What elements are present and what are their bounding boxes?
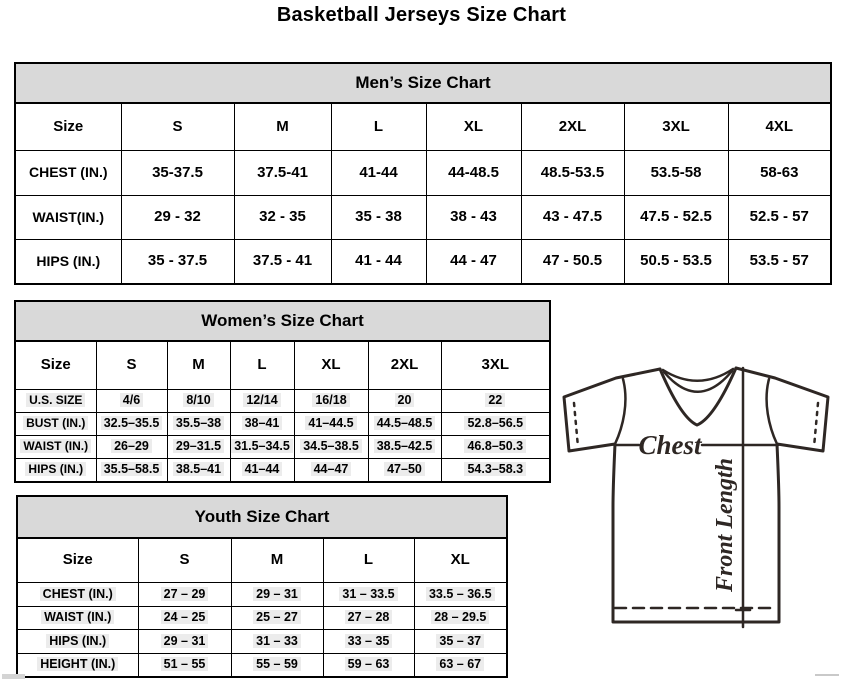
size-value-cell — [230, 390, 294, 413]
row-label — [15, 436, 96, 459]
cell-text: 51 – 55 — [161, 657, 209, 671]
size-value-cell — [231, 607, 323, 630]
size-value-cell — [368, 459, 441, 483]
size-value-cell: 43 - 47.5 — [521, 196, 624, 240]
right-armhole-seam — [767, 379, 777, 444]
cell-text: 54.3–58.3 — [464, 462, 526, 476]
row-label: HIPS (IN.) — [15, 240, 121, 285]
cell-text: 38–41 — [242, 416, 283, 430]
cell-text: 34.5–38.5 — [300, 439, 362, 453]
size-value-cell: 44-48.5 — [426, 151, 521, 196]
size-value-cell: 29 - 32 — [121, 196, 234, 240]
size-value-cell: 37.5 - 41 — [234, 240, 331, 285]
cell-text: 25 – 27 — [253, 610, 301, 624]
size-value-cell — [294, 390, 368, 413]
size-value-cell: 53.5 - 57 — [728, 240, 831, 285]
size-value-cell — [294, 459, 368, 483]
size-value-cell: 37.5-41 — [234, 151, 331, 196]
size-value-cell: 47 - 50.5 — [521, 240, 624, 285]
cell-text: 52.8–56.5 — [464, 416, 526, 430]
size-value-cell — [231, 630, 323, 654]
row-label — [15, 390, 96, 413]
column-header: S — [121, 103, 234, 151]
collar-back-arc — [663, 369, 733, 381]
cell-text: 38.5–42.5 — [374, 439, 436, 453]
size-value-cell — [323, 630, 414, 654]
size-value-cell — [167, 390, 230, 413]
column-header: Size — [15, 103, 121, 151]
collar-v-outline — [660, 368, 736, 425]
table-title: Women’s Size Chart — [15, 301, 550, 341]
column-header: M — [167, 341, 230, 390]
size-value-cell — [323, 607, 414, 630]
table-row — [15, 196, 831, 240]
size-value-cell: 50.5 - 53.5 — [624, 240, 728, 285]
size-value-cell — [294, 413, 368, 436]
column-header: L — [230, 341, 294, 390]
size-value-cell — [441, 459, 550, 483]
size-value-cell — [368, 436, 441, 459]
cutoff-fragment-right — [815, 674, 839, 676]
row-label: CHEST (IN.) — [15, 151, 121, 196]
chest-label: Chest — [638, 430, 702, 460]
cell-text: 27 – 28 — [345, 610, 393, 624]
column-header: L — [331, 103, 426, 151]
cell-text: 27 – 29 — [161, 587, 209, 601]
size-value-cell — [167, 413, 230, 436]
column-header: XL — [426, 103, 521, 151]
cell-text: BUST (IN.) — [23, 416, 88, 430]
table-row — [15, 240, 831, 285]
size-value-cell — [414, 583, 507, 607]
cutoff-fragment-left — [2, 674, 25, 679]
size-value-cell: 35 - 38 — [331, 196, 426, 240]
jersey-diagram-svg — [553, 352, 843, 648]
size-value-cell — [231, 583, 323, 607]
column-header: Size — [17, 538, 138, 583]
size-value-cell — [414, 630, 507, 654]
size-value-cell: 53.5-58 — [624, 151, 728, 196]
size-value-cell — [441, 413, 550, 436]
size-value-cell — [138, 583, 231, 607]
cell-text: HIPS (IN.) — [25, 462, 86, 476]
cell-text: WAIST (IN.) — [41, 610, 114, 624]
cell-text: 59 – 63 — [345, 657, 393, 671]
page-title: Basketball Jerseys Size Chart — [276, 4, 567, 26]
column-header: L — [323, 538, 414, 583]
size-value-cell — [138, 630, 231, 654]
table-title: Youth Size Chart — [17, 496, 507, 538]
table-row — [15, 413, 550, 436]
cell-text: 20 — [395, 393, 415, 407]
column-header: 2XL — [521, 103, 624, 151]
mens-size-table — [14, 62, 830, 285]
womens-size-table — [14, 300, 549, 483]
cell-text: 47–50 — [384, 462, 425, 476]
cell-text: 33.5 – 36.5 — [426, 587, 495, 601]
size-value-cell — [96, 390, 167, 413]
table-row — [15, 390, 550, 413]
cell-text: 44.5–48.5 — [374, 416, 436, 430]
size-value-cell: 41 - 44 — [331, 240, 426, 285]
cell-text: 31 – 33.5 — [339, 587, 397, 601]
cell-text: 28 – 29.5 — [431, 610, 489, 624]
row-label — [15, 413, 96, 436]
size-value-cell — [167, 459, 230, 483]
size-value-cell — [368, 413, 441, 436]
left-cuff-stitch — [574, 403, 578, 447]
front-length-label: Front Length — [712, 457, 738, 593]
jersey-outline-path — [564, 368, 828, 622]
row-label — [17, 654, 138, 678]
size-value-cell: 38 - 43 — [426, 196, 521, 240]
size-value-cell — [441, 390, 550, 413]
cell-text: 35 – 37 — [436, 634, 484, 648]
cell-text: 44–47 — [311, 462, 352, 476]
cell-text: 63 – 67 — [436, 657, 484, 671]
size-value-cell — [230, 459, 294, 483]
jersey-measurement-diagram — [553, 352, 843, 648]
size-value-cell — [323, 583, 414, 607]
size-value-cell: 48.5-53.5 — [521, 151, 624, 196]
cell-text: HIPS (IN.) — [46, 634, 109, 648]
row-label — [15, 459, 96, 483]
cell-text: 38.5–41 — [173, 462, 224, 476]
size-value-cell — [441, 436, 550, 459]
column-header: M — [234, 103, 331, 151]
cell-text: 12/14 — [243, 393, 280, 407]
cell-text: 8/10 — [183, 393, 213, 407]
size-value-cell — [230, 436, 294, 459]
column-header: 3XL — [441, 341, 550, 390]
cell-text: 35.5–38 — [173, 416, 224, 430]
table-row — [17, 630, 507, 654]
row-label: WAIST(IN.) — [15, 196, 121, 240]
row-label — [17, 583, 138, 607]
size-value-cell — [96, 436, 167, 459]
size-value-cell — [96, 459, 167, 483]
size-value-cell — [230, 413, 294, 436]
size-value-cell — [323, 654, 414, 678]
size-value-cell: 35 - 37.5 — [121, 240, 234, 285]
cell-text: 29 – 31 — [253, 587, 301, 601]
cell-text: 41–44.5 — [305, 416, 356, 430]
cell-text: 35.5–58.5 — [101, 462, 163, 476]
size-value-cell — [167, 436, 230, 459]
column-header: 2XL — [368, 341, 441, 390]
size-value-cell: 58-63 — [728, 151, 831, 196]
column-header: XL — [414, 538, 507, 583]
size-value-cell — [138, 654, 231, 678]
column-header: XL — [294, 341, 368, 390]
youth-size-table — [16, 495, 506, 678]
cell-text: CHEST (IN.) — [40, 587, 116, 601]
column-header: S — [96, 341, 167, 390]
size-value-cell — [138, 607, 231, 630]
left-armhole-seam — [615, 379, 625, 444]
cell-text: 22 — [485, 393, 505, 407]
table-row — [17, 583, 507, 607]
size-value-cell — [414, 654, 507, 678]
size-value-cell: 44 - 47 — [426, 240, 521, 285]
table-row — [15, 436, 550, 459]
cell-text: 31.5–34.5 — [231, 439, 293, 453]
row-label — [17, 630, 138, 654]
table-title: Men’s Size Chart — [15, 63, 831, 103]
column-header: Size — [15, 341, 96, 390]
table-row — [17, 607, 507, 630]
cell-text: HEIGHT (IN.) — [37, 657, 118, 671]
size-chart-table — [14, 62, 832, 285]
table-row — [15, 459, 550, 483]
table-row — [17, 654, 507, 678]
cell-text: 41–44 — [242, 462, 283, 476]
size-value-cell — [294, 436, 368, 459]
size-value-cell — [414, 607, 507, 630]
cell-text: 4/6 — [120, 393, 143, 407]
size-value-cell: 52.5 - 57 — [728, 196, 831, 240]
column-header: S — [138, 538, 231, 583]
cell-text: 16/18 — [312, 393, 349, 407]
cell-text: 29–31.5 — [173, 439, 224, 453]
size-value-cell: 35-37.5 — [121, 151, 234, 196]
cell-text: 26–29 — [111, 439, 152, 453]
cell-text: 24 – 25 — [161, 610, 209, 624]
size-value-cell — [231, 654, 323, 678]
size-value-cell — [368, 390, 441, 413]
column-header: 3XL — [624, 103, 728, 151]
cell-text: 33 – 35 — [345, 634, 393, 648]
size-value-cell: 41-44 — [331, 151, 426, 196]
cell-text: 46.8–50.3 — [464, 439, 526, 453]
cell-text: 29 – 31 — [161, 634, 209, 648]
column-header: M — [231, 538, 323, 583]
cell-text: WAIST (IN.) — [20, 439, 91, 453]
size-chart-table — [14, 300, 551, 483]
row-label — [17, 607, 138, 630]
size-chart-table — [16, 495, 508, 678]
table-row — [15, 151, 831, 196]
cell-text: 55 – 59 — [253, 657, 301, 671]
right-cuff-stitch — [814, 403, 818, 447]
size-value-cell: 47.5 - 52.5 — [624, 196, 728, 240]
cell-text: U.S. SIZE — [26, 393, 85, 407]
cell-text: 31 – 33 — [253, 634, 301, 648]
cell-text: 32.5–35.5 — [101, 416, 163, 430]
size-value-cell — [96, 413, 167, 436]
size-value-cell: 32 - 35 — [234, 196, 331, 240]
column-header: 4XL — [728, 103, 831, 151]
